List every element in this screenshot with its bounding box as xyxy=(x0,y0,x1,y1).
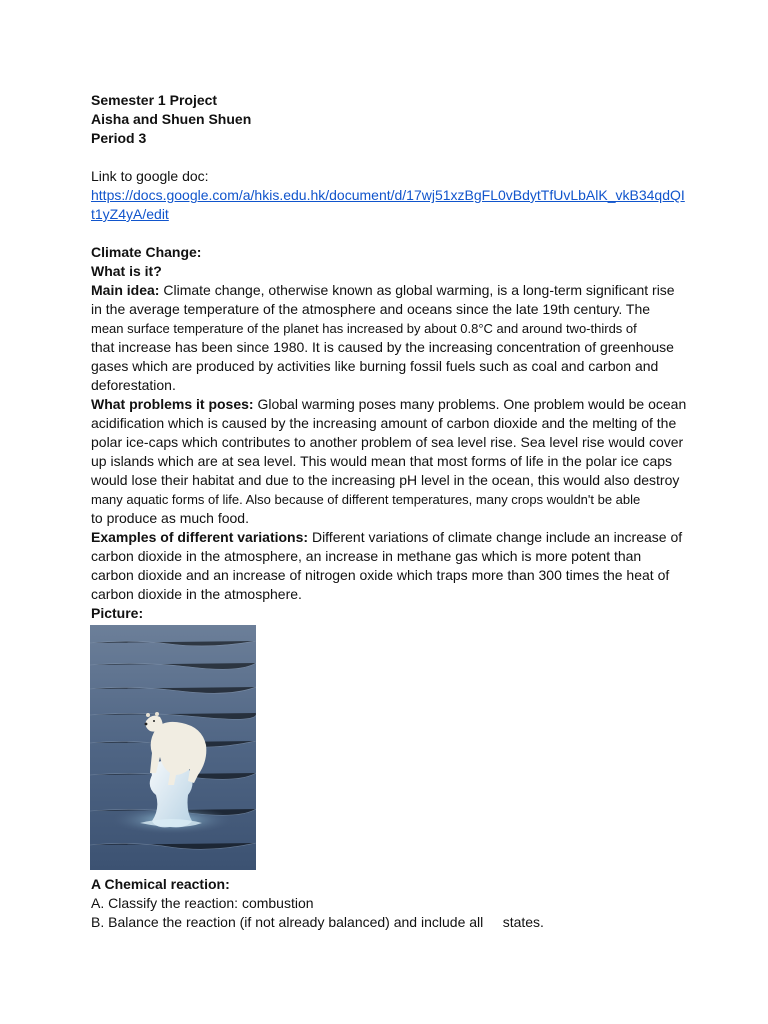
problems-line: would lose their habitat and due to the increasing pH level in the ocean, this would also destroy xyxy=(91,472,680,488)
link-label: Link to google doc: xyxy=(91,168,209,184)
reaction-heading: A Chemical reaction: xyxy=(91,876,230,892)
main-idea-line: gases which are produced by activities like burning fossil fuels such as coal and carbon and xyxy=(91,358,659,374)
variations-line: Different variations of climate change include an increase of xyxy=(308,529,683,545)
main-idea-label: Main idea: xyxy=(91,282,160,298)
project-period: Period 3 xyxy=(91,130,147,146)
section-heading: Climate Change: xyxy=(91,244,202,260)
variations-line: carbon dioxide in the atmosphere. xyxy=(91,586,302,602)
reaction-item-a: A. Classify the reaction: combustion xyxy=(91,895,314,911)
problems-paragraph xyxy=(91,395,691,528)
polar-bear-photo xyxy=(90,625,256,870)
problems-line: many aquatic forms of life. Also because of different temperatures, many crops wouldn't be able xyxy=(91,492,641,507)
problems-line: polar ice-caps which contributes to another problem of sea level rise. Sea level rise would cover xyxy=(91,434,684,450)
picture-label: Picture: xyxy=(91,605,144,621)
variations-paragraph xyxy=(91,528,691,604)
main-idea-line: deforestation. xyxy=(91,377,176,393)
google-doc-link-line-1[interactable]: https://docs.google.com/a/hkis.edu.hk/document/d/17wj51xzBgFL0vBdytTfUvLbAlK_vkB34qdQI xyxy=(91,187,685,203)
problems-line: to produce as much food. xyxy=(91,510,249,526)
main-idea-paragraph xyxy=(91,281,691,395)
document-page xyxy=(91,91,691,932)
main-idea-line: in the average temperature of the atmosphere and oceans since the late 19th century. The xyxy=(91,301,651,317)
main-idea-line: that increase has been since 1980. It is caused by the increasing concentration of greenhouse xyxy=(91,339,674,355)
variations-line: carbon dioxide and an increase of nitrogen oxide which traps more than 300 times the heat of xyxy=(91,567,670,583)
project-title: Semester 1 Project xyxy=(91,92,218,108)
section-subheading: What is it? xyxy=(91,263,162,279)
problems-line: Global warming poses many problems. One problem would be ocean xyxy=(253,396,687,412)
problems-line: acidification which is caused by the increasing amount of carbon dioxide and the melting of the xyxy=(91,415,677,431)
problems-label: What problems it poses: xyxy=(91,396,254,412)
problems-line: up islands which are at sea level. This would mean that most forms of life in the polar ice caps xyxy=(91,453,673,469)
variations-label: Examples of different variations: xyxy=(91,529,309,545)
project-authors: Aisha and Shuen Shuen xyxy=(91,111,252,127)
reaction-item-b: B. Balance the reaction (if not already balanced) and include all states. xyxy=(91,914,544,930)
main-idea-line: Climate change, otherwise known as global warming, is a long-term significant rise xyxy=(159,282,675,298)
google-doc-link-line-2[interactable]: t1yZ4yA/edit xyxy=(91,206,169,222)
variations-line: carbon dioxide in the atmosphere, an increase in methane gas which is more potent than xyxy=(91,548,642,564)
main-idea-line: mean surface temperature of the planet has increased by about 0.8°C and around two-thirds of xyxy=(91,321,637,336)
